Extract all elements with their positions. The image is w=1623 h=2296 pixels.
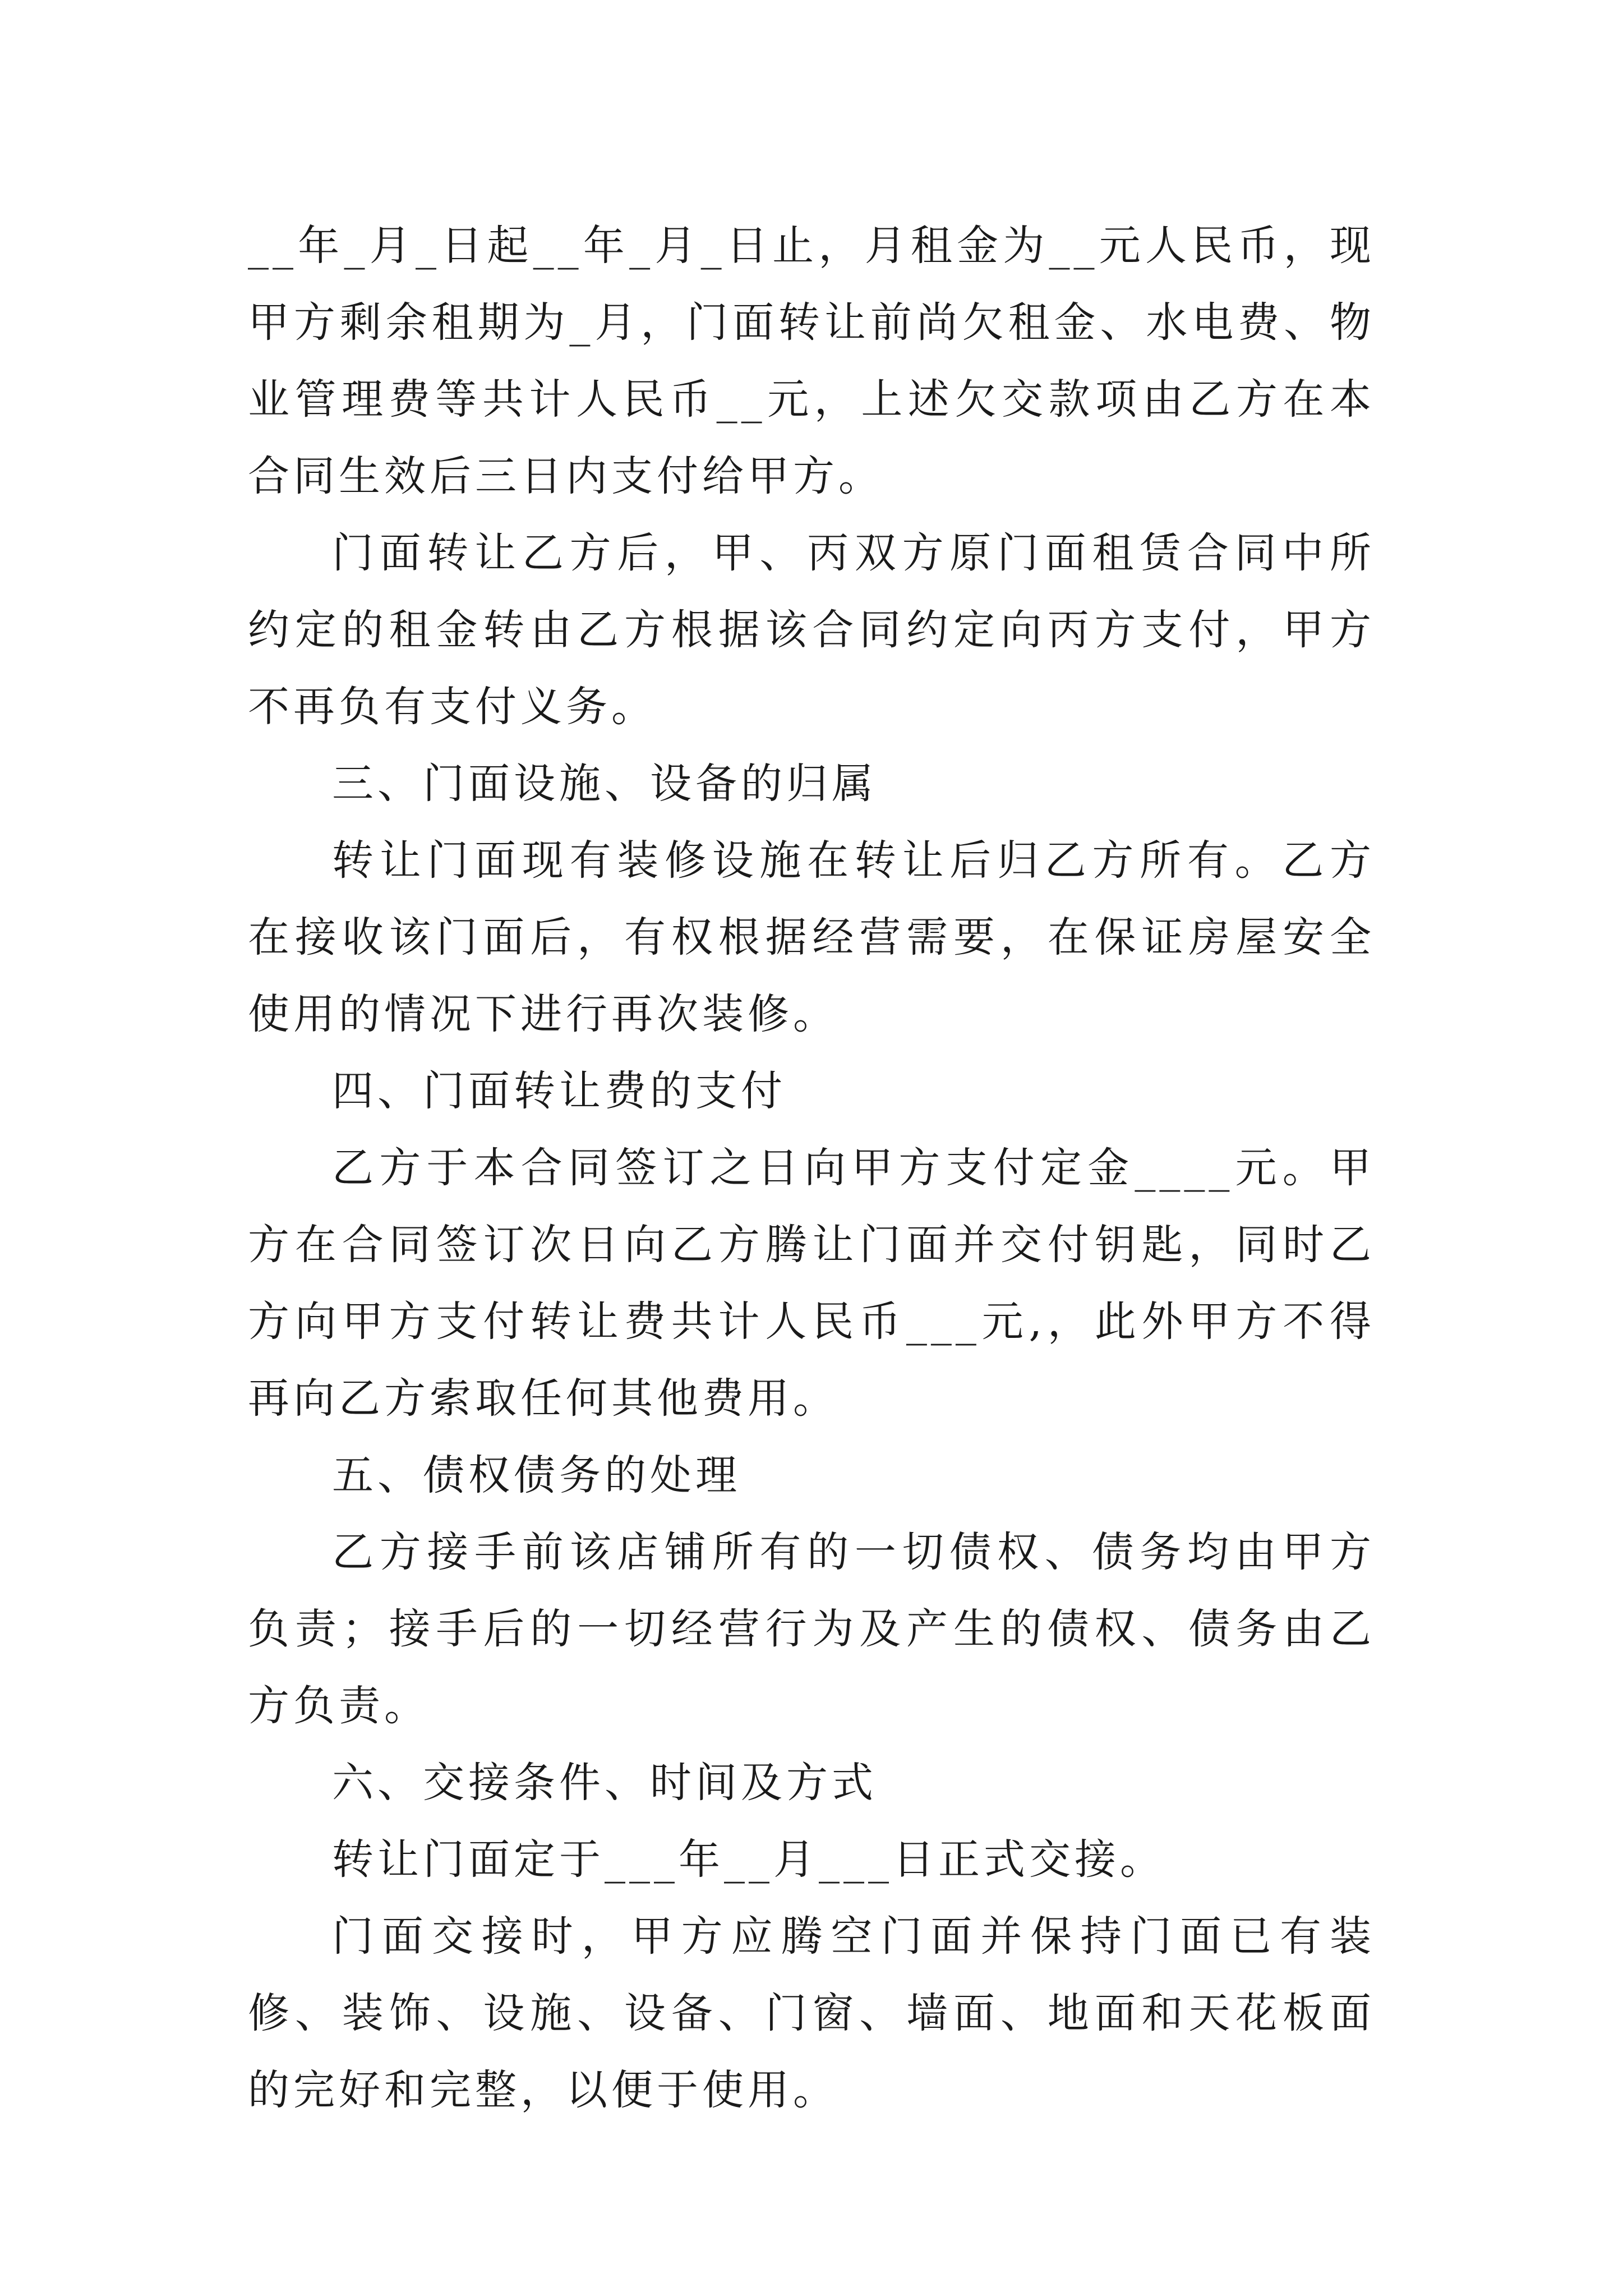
- paragraph-rent-transfer: 门面转让乙方后，甲、丙双方原门面租赁合同中所约定的租金转由乙方根据该合同约定向丙方支付，甲方不再负有支付义务。: [248, 529, 1375, 731]
- paragraph-rent-terms: __年_月_日起__年_月_日止，月租金为__元人民币，现甲方剩余租期为_月，门面转让前尚欠租金、水电费、物业管理费等共计人民币__元，上述欠交款项由乙方在本合同生效后三日内支付给甲方。: [248, 222, 1375, 500]
- paragraph-handover-date: 转让门面定于___年__月___日正式交接。: [332, 1835, 1165, 1884]
- paragraph-debts: 乙方接手前该店铺所有的一切债权、债务均由甲方负责；接手后的一切经营行为及产生的债权、债务由乙方负责。: [248, 1528, 1375, 1730]
- paragraph-handover-condition: 门面交接时，甲方应腾空门面并保持门面已有装修、装饰、设施、设备、门窗、墙面、地面和天花板面的完好和完整，以便于使用。: [248, 1912, 1375, 2114]
- section-heading-5: 五、债权债务的处理: [332, 1451, 741, 1499]
- contract-text: [248, 208, 1375, 2129]
- section-heading-3: 三、门面设施、设备的归属: [332, 760, 877, 808]
- section-heading-6: 六、交接条件、时间及方式: [332, 1759, 877, 1807]
- paragraph-facilities: 转让门面现有装修设施在转让后归乙方所有。乙方在接收该门面后，有权根据经营需要，在保证房屋安全使用的情况下进行再次装修。: [248, 836, 1375, 1038]
- paragraph-payment: 乙方于本合同签订之日向甲方支付定金____元。甲方在合同签订次日向乙方腾让门面并交付钥匙，同时乙方向甲方支付转让费共计人民币___元,，此外甲方不得再向乙方索取任何其他费用。: [248, 1144, 1375, 1423]
- section-heading-4: 四、门面转让费的支付: [332, 1067, 786, 1115]
